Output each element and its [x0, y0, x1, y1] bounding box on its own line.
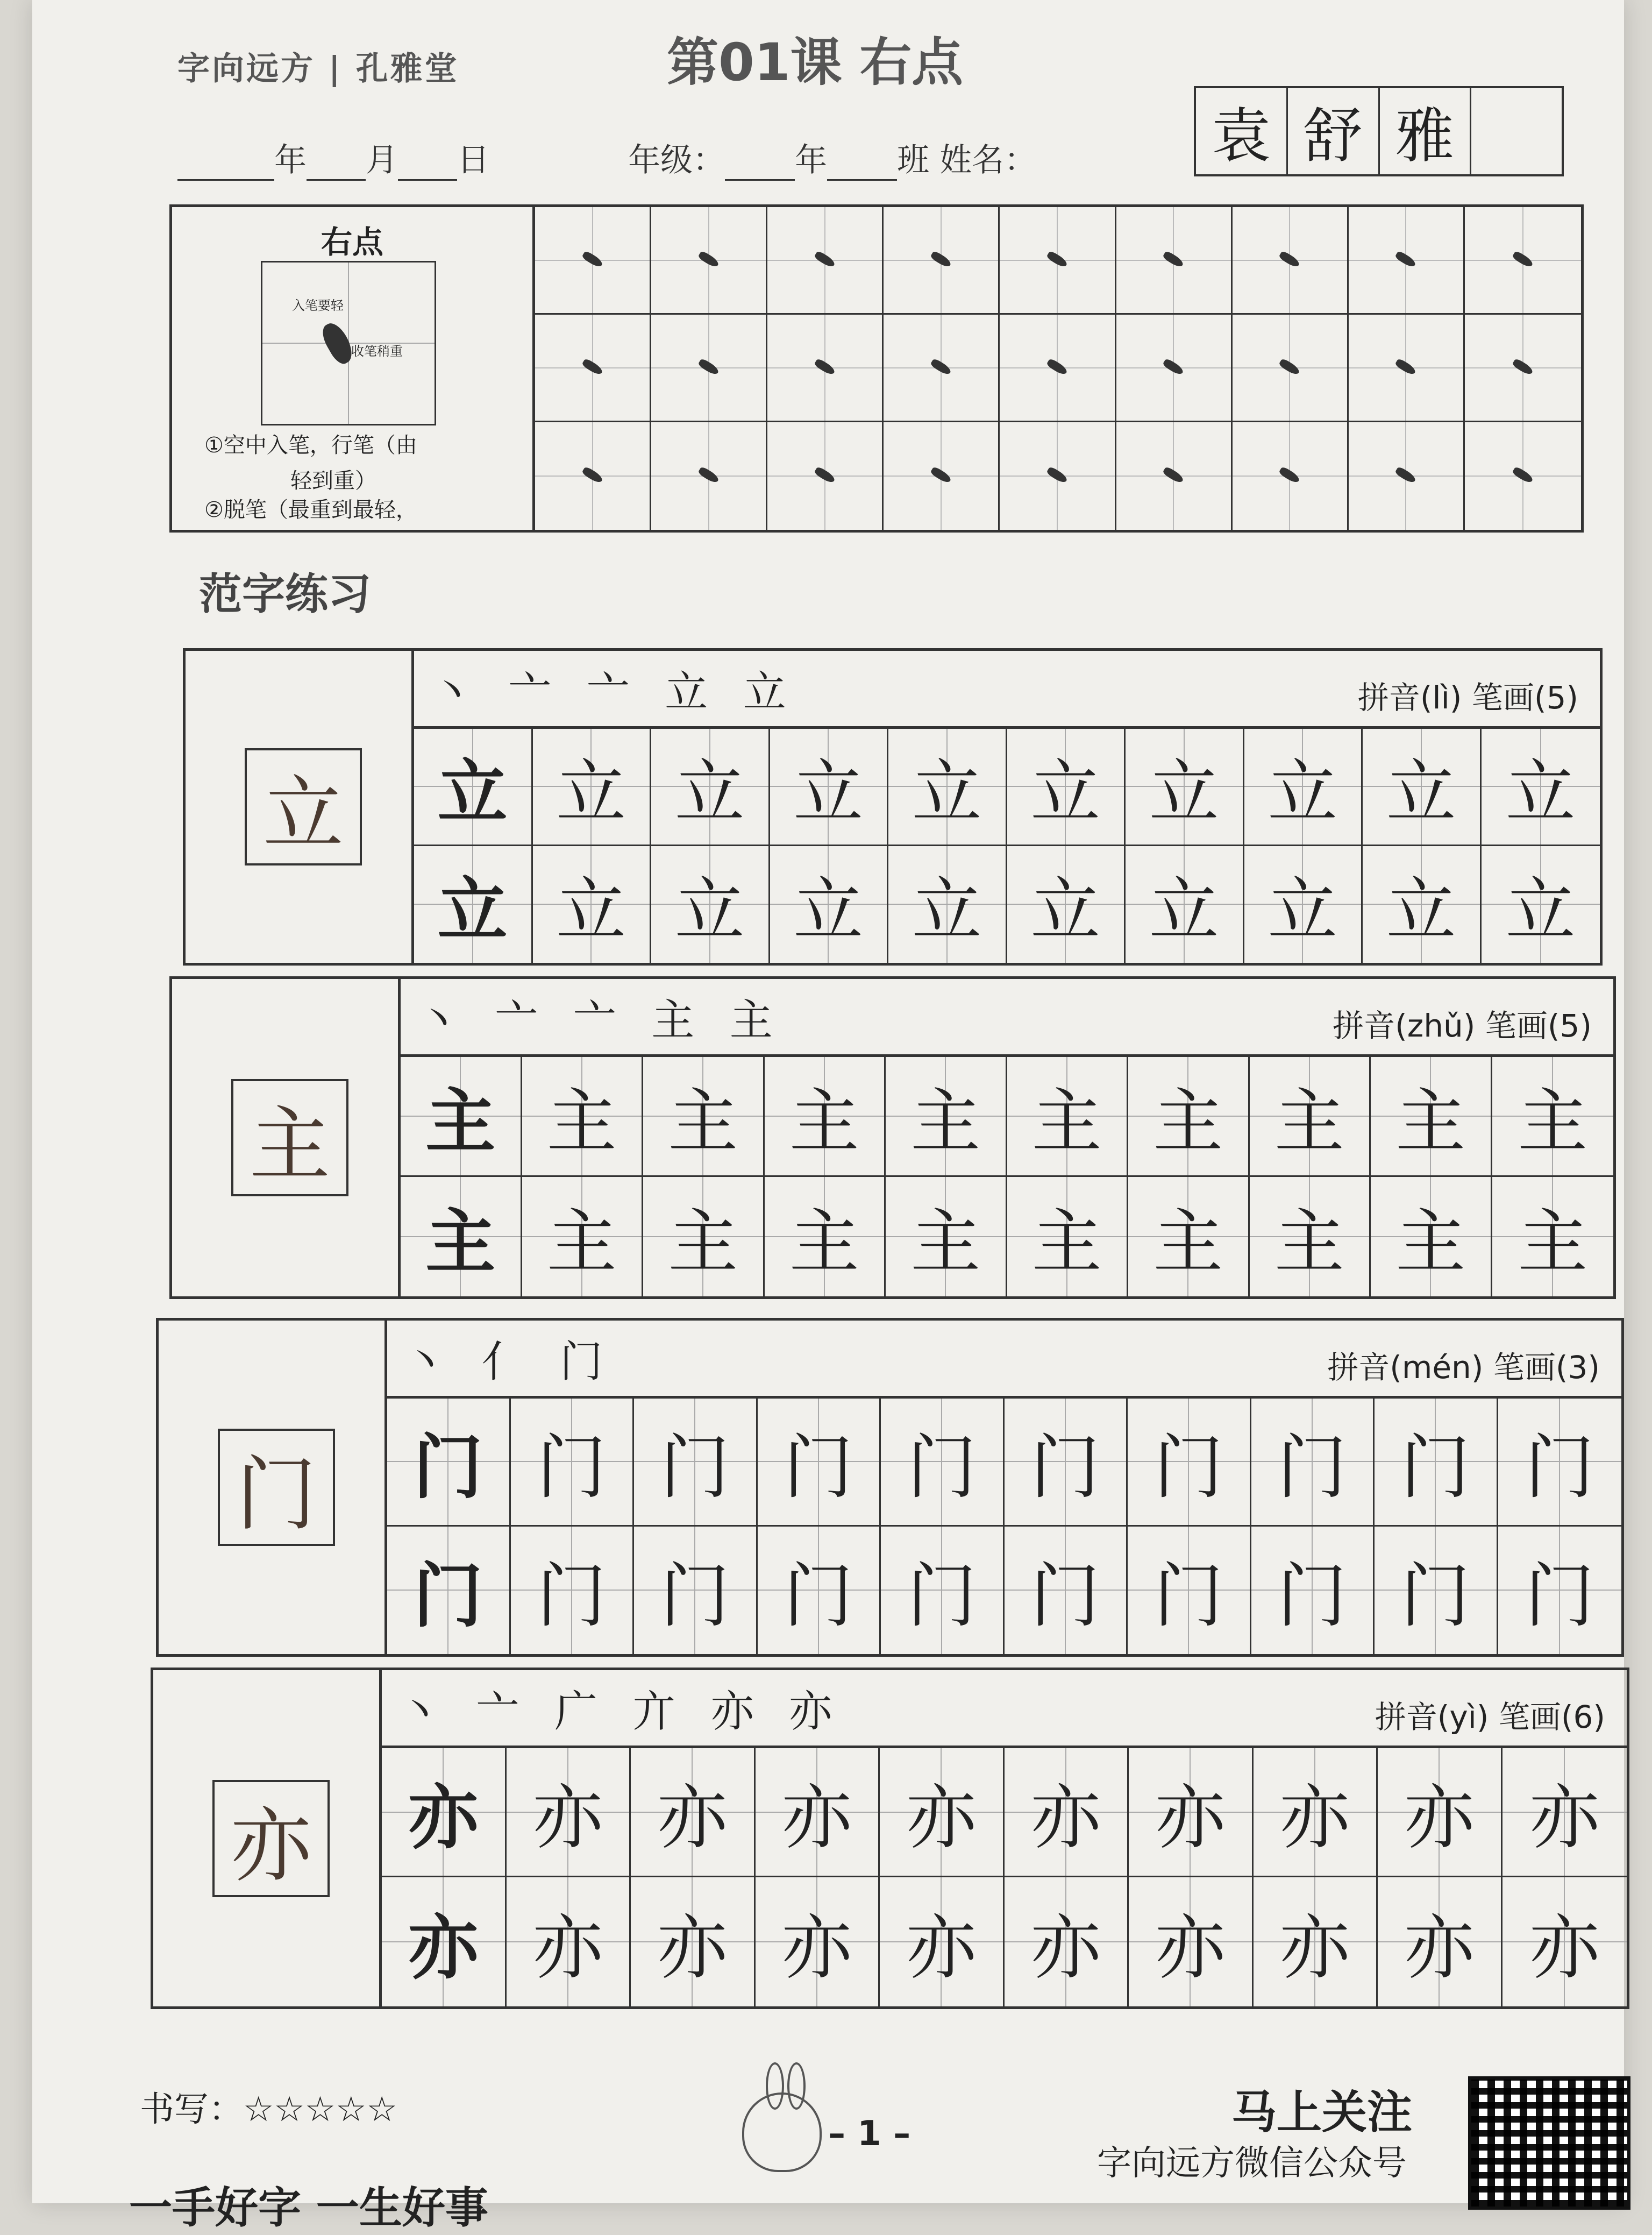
- practice-cell[interactable]: 主: [643, 1057, 765, 1177]
- right-dot-stroke-icon: [1512, 358, 1534, 377]
- practice-cell[interactable]: 门: [1498, 1527, 1622, 1655]
- date-grade-line: [177, 134, 1036, 181]
- practice-cell[interactable]: 主: [1128, 1057, 1250, 1177]
- practice-cell[interactable]: 立: [1482, 846, 1600, 963]
- day-label: 日: [457, 141, 489, 179]
- practice-grid[interactable]: [401, 1057, 1613, 1296]
- practice-cell[interactable]: 门: [758, 1527, 881, 1655]
- practice-cell[interactable]: 门: [634, 1527, 758, 1655]
- practice-cell[interactable]: 亦: [1503, 1877, 1627, 2006]
- practice-cell[interactable]: 亦: [1378, 1877, 1503, 2006]
- practice-cell[interactable]: 亦: [1254, 1748, 1378, 1877]
- right-dot-stroke-icon: [581, 250, 603, 269]
- model-character: 门: [218, 1429, 335, 1546]
- stroke-practice-cell[interactable]: [1349, 207, 1465, 315]
- right-dot-stroke-icon: [1278, 466, 1301, 485]
- practice-cell[interactable]: 主: [401, 1057, 522, 1177]
- stroke-practice-cell[interactable]: [1233, 422, 1349, 530]
- stroke-grid[interactable]: [535, 207, 1581, 530]
- rabbit-icon: [742, 2092, 822, 2172]
- character-practice-box: [156, 1318, 1624, 1657]
- stroke-practice-cell[interactable]: [1000, 422, 1116, 530]
- stroke-order-sequence: 丶 亠 广 亣 亦 亦: [398, 1686, 843, 1736]
- day-blank[interactable]: [398, 152, 457, 181]
- practice-cell[interactable]: 门: [1498, 1399, 1622, 1527]
- follow-label: 马上关注: [1231, 2086, 1413, 2139]
- practice-cell[interactable]: 主: [765, 1177, 886, 1297]
- stroke-practice-cell[interactable]: [1000, 207, 1116, 315]
- stroke-practice-cell[interactable]: [535, 207, 651, 315]
- right-dot-stroke-icon: [1394, 250, 1417, 269]
- practice-cell[interactable]: 立: [1244, 846, 1363, 963]
- right-dot-stroke-icon: [581, 466, 603, 485]
- name-char: 舒: [1288, 88, 1380, 174]
- stroke-order-row: [382, 1670, 1627, 1748]
- stroke-order-sequence: 丶 亠 亠 立 立: [430, 667, 797, 717]
- right-dot-stroke-icon: [1394, 358, 1417, 377]
- grade-blank[interactable]: [725, 152, 795, 181]
- stroke-practice-cell[interactable]: [651, 207, 767, 315]
- practice-cell[interactable]: 门: [387, 1399, 511, 1527]
- practice-cell[interactable]: 亦: [631, 1748, 756, 1877]
- model-character-panel: [159, 1321, 387, 1654]
- practice-cell[interactable]: 立: [888, 846, 1007, 963]
- practice-cell[interactable]: 主: [522, 1177, 644, 1297]
- step-1: ①空中入笔，行笔（由: [204, 433, 417, 458]
- right-dot-stroke-icon: [930, 358, 952, 377]
- practice-cell[interactable]: 主: [1492, 1057, 1614, 1177]
- practice-cell[interactable]: 门: [1375, 1399, 1498, 1527]
- stroke-practice-cell[interactable]: [884, 207, 1000, 315]
- practice-cell[interactable]: 门: [1128, 1399, 1251, 1527]
- year-label: 年: [274, 141, 307, 179]
- stroke-practice-cell[interactable]: [1465, 207, 1581, 315]
- model-character: 主: [231, 1079, 348, 1196]
- stroke-practice-cell[interactable]: [535, 315, 651, 422]
- practice-cell[interactable]: 主: [522, 1057, 644, 1177]
- grade-year-label: 年: [795, 141, 828, 179]
- name-char: [1471, 88, 1562, 174]
- stroke-practice-cell[interactable]: [651, 422, 767, 530]
- practice-cell[interactable]: 立: [888, 729, 1007, 846]
- practice-cell[interactable]: 立: [414, 846, 533, 963]
- practice-cell[interactable]: 立: [651, 729, 770, 846]
- writing-rating[interactable]: 书写：☆☆☆☆☆: [140, 2090, 397, 2130]
- stroke-order-sequence: 丶 亻 门: [403, 1337, 614, 1387]
- right-dot-stroke-icon: [1162, 466, 1185, 485]
- practice-cell[interactable]: 亦: [1254, 1877, 1378, 2006]
- practice-cell[interactable]: 立: [1007, 846, 1126, 963]
- right-dot-stroke-icon: [581, 358, 603, 377]
- stroke-order-sequence: 丶 亠 亠 主 主: [417, 995, 784, 1045]
- month-blank[interactable]: [307, 152, 366, 181]
- model-character: 立: [245, 748, 362, 865]
- practice-cell[interactable]: 亦: [756, 1748, 880, 1877]
- stroke-practice-cell[interactable]: [884, 422, 1000, 530]
- practice-cell[interactable]: 立: [414, 729, 533, 846]
- practice-grid[interactable]: [387, 1399, 1621, 1654]
- stroke-practice-cell[interactable]: [1116, 315, 1233, 422]
- pinyin-strokes-info: 拼音(zhǔ) 笔画(5): [1333, 1007, 1592, 1044]
- pinyin-strokes-info: 拼音(mén) 笔画(3): [1327, 1349, 1600, 1386]
- right-dot-stroke-icon: [814, 358, 836, 377]
- stroke-practice-cell[interactable]: [767, 207, 884, 315]
- right-dot-stroke-icon: [1394, 466, 1417, 485]
- stroke-order-row: [387, 1321, 1621, 1399]
- practice-cell[interactable]: 门: [1375, 1527, 1498, 1655]
- practice-cell[interactable]: 亦: [1005, 1877, 1129, 2006]
- model-character-panel: [172, 979, 401, 1296]
- practice-cell[interactable]: 立: [1007, 729, 1126, 846]
- right-dot-stroke-icon: [697, 250, 720, 269]
- stroke-order-row: [401, 979, 1613, 1057]
- practice-cell[interactable]: 门: [1005, 1399, 1128, 1527]
- right-dot-stroke-icon: [930, 466, 952, 485]
- practice-cell[interactable]: 门: [511, 1399, 635, 1527]
- practice-cell[interactable]: 亦: [507, 1748, 631, 1877]
- practice-cell[interactable]: 立: [1126, 846, 1244, 963]
- character-practice-box: [183, 648, 1603, 966]
- practice-cell[interactable]: 亦: [1129, 1877, 1254, 2006]
- practice-cell[interactable]: 亦: [1378, 1748, 1503, 1877]
- practice-cell[interactable]: 亦: [880, 1748, 1005, 1877]
- practice-cell[interactable]: 主: [1128, 1177, 1250, 1297]
- character-practice-box: [169, 976, 1616, 1299]
- practice-cell[interactable]: 门: [758, 1399, 881, 1527]
- practice-cell[interactable]: 主: [886, 1057, 1007, 1177]
- stroke-practice-cell[interactable]: [1465, 315, 1581, 422]
- right-dot-stroke-icon: [1046, 250, 1069, 269]
- right-dot-stroke-icon: [1512, 250, 1534, 269]
- section-title: 范字练习: [199, 569, 371, 619]
- model-character-panel: [153, 1670, 382, 2006]
- practice-cell[interactable]: 门: [1128, 1527, 1251, 1655]
- stroke-practice-cell[interactable]: [1349, 422, 1465, 530]
- practice-cell[interactable]: 立: [1363, 846, 1482, 963]
- practice-cell[interactable]: 亦: [1503, 1748, 1627, 1877]
- stroke-practice-cell[interactable]: [1349, 315, 1465, 422]
- practice-cell[interactable]: 立: [1482, 729, 1600, 846]
- practice-cell[interactable]: 门: [511, 1527, 635, 1655]
- practice-cell[interactable]: 立: [533, 846, 652, 963]
- practice-cell[interactable]: 亦: [382, 1877, 507, 2006]
- practice-cell[interactable]: 主: [1371, 1057, 1492, 1177]
- practice-cell[interactable]: 亦: [756, 1877, 880, 2006]
- step-2: ②脱笔（最重到最轻，: [204, 498, 417, 522]
- name-box[interactable]: [1194, 86, 1564, 176]
- practice-cell[interactable]: 主: [1250, 1057, 1371, 1177]
- practice-cell[interactable]: 主: [1007, 1177, 1129, 1297]
- stroke-title: 右点: [321, 224, 383, 260]
- practice-cell[interactable]: 亦: [507, 1877, 631, 2006]
- grade-label: 年级：: [628, 141, 725, 179]
- practice-cell[interactable]: 门: [634, 1399, 758, 1527]
- stroke-practice-cell[interactable]: [1465, 422, 1581, 530]
- practice-cell[interactable]: 亦: [1129, 1748, 1254, 1877]
- practice-cell[interactable]: 门: [881, 1527, 1005, 1655]
- stroke-practice-cell[interactable]: [1000, 315, 1116, 422]
- practice-cell[interactable]: 门: [1251, 1399, 1375, 1527]
- stroke-practice-cell[interactable]: [1116, 422, 1233, 530]
- right-dot-stroke-icon: [1046, 466, 1069, 485]
- right-dot-stroke-icon: [1046, 358, 1069, 377]
- practice-cell[interactable]: 主: [1492, 1177, 1614, 1297]
- pinyin-strokes-info: 拼音(lì) 笔画(5): [1357, 679, 1578, 716]
- stroke-practice-box: [169, 204, 1584, 533]
- practice-cell[interactable]: 立: [770, 729, 889, 846]
- practice-cell[interactable]: 立: [533, 729, 652, 846]
- right-dot-stroke-icon: [1278, 250, 1301, 269]
- right-dot-stroke-icon: [1512, 466, 1534, 485]
- stroke-practice-cell[interactable]: [535, 422, 651, 530]
- stroke-practice-cell[interactable]: [651, 315, 767, 422]
- practice-cell[interactable]: 主: [643, 1177, 765, 1297]
- stroke-practice-cell[interactable]: [767, 422, 884, 530]
- stroke-practice-cell[interactable]: [1233, 207, 1349, 315]
- slogan: 一手好字 一生好事: [129, 2183, 488, 2233]
- practice-cell[interactable]: 主: [886, 1177, 1007, 1297]
- practice-cell[interactable]: 门: [1005, 1527, 1128, 1655]
- practice-cell[interactable]: 亦: [382, 1748, 507, 1877]
- name-char: 袁: [1196, 88, 1288, 174]
- practice-cell[interactable]: 主: [1371, 1177, 1492, 1297]
- stroke-guide: [172, 207, 535, 530]
- practice-cell[interactable]: 亦: [1005, 1748, 1129, 1877]
- stroke-order-row: [414, 651, 1600, 729]
- practice-cell[interactable]: 亦: [631, 1877, 756, 2006]
- model-character-panel: [186, 651, 414, 963]
- page-number: – 1 –: [828, 2114, 911, 2154]
- practice-grid[interactable]: [414, 729, 1600, 963]
- practice-cell[interactable]: 门: [387, 1527, 511, 1655]
- practice-grid[interactable]: [382, 1748, 1627, 2006]
- practice-cell[interactable]: 立: [1126, 729, 1244, 846]
- right-dot-stroke-icon: [1278, 358, 1301, 377]
- stroke-practice-cell[interactable]: [1116, 207, 1233, 315]
- stroke-practice-cell[interactable]: [767, 315, 884, 422]
- practice-cell[interactable]: 主: [1250, 1177, 1371, 1297]
- pinyin-strokes-info: 拼音(yì) 笔画(6): [1375, 1699, 1605, 1735]
- character-practice-box: [151, 1668, 1629, 2009]
- month-label: 月: [366, 141, 398, 179]
- stroke-demo-diagram: [261, 261, 436, 425]
- brand-logo: 字向远方 | 孔雅堂: [177, 50, 459, 88]
- right-dot-stroke-icon: [697, 466, 720, 485]
- demo-note-entry: 入笔要轻: [292, 298, 344, 313]
- practice-cell[interactable]: 立: [1363, 729, 1482, 846]
- practice-cell[interactable]: 主: [401, 1177, 522, 1297]
- stroke-practice-cell[interactable]: [1233, 315, 1349, 422]
- practice-cell[interactable]: 主: [1007, 1057, 1129, 1177]
- right-dot-stroke-icon: [697, 358, 720, 377]
- practice-cell[interactable]: 主: [765, 1057, 886, 1177]
- worksheet-page: [32, 0, 1624, 2233]
- year-blank[interactable]: [177, 152, 274, 181]
- class-name-label: 班 姓名：: [897, 141, 1037, 179]
- wechat-label: 字向远方微信公众号: [1097, 2144, 1407, 2183]
- right-dot-stroke-icon: [1162, 250, 1185, 269]
- right-dot-stroke-icon: [814, 250, 836, 269]
- practice-cell[interactable]: 门: [1251, 1527, 1375, 1655]
- practice-cell[interactable]: 立: [1244, 729, 1363, 846]
- model-character: 亦: [212, 1780, 330, 1897]
- demo-note-exit: 收笔稍重: [351, 344, 403, 359]
- right-dot-stroke-icon: [930, 250, 952, 269]
- practice-cell[interactable]: 立: [651, 846, 770, 963]
- name-char: 雅: [1380, 88, 1472, 174]
- practice-cell[interactable]: 门: [881, 1399, 1005, 1527]
- lesson-title: 第01课 右点: [667, 32, 964, 93]
- right-dot-stroke-icon: [1162, 358, 1185, 377]
- step-1b: 轻到重）: [290, 469, 376, 493]
- qr-code-icon[interactable]: [1468, 2076, 1630, 2210]
- practice-cell[interactable]: 亦: [880, 1877, 1005, 2006]
- practice-cell[interactable]: 立: [770, 846, 889, 963]
- class-blank[interactable]: [827, 152, 897, 181]
- right-dot-stroke-icon: [814, 466, 836, 485]
- stroke-practice-cell[interactable]: [884, 315, 1000, 422]
